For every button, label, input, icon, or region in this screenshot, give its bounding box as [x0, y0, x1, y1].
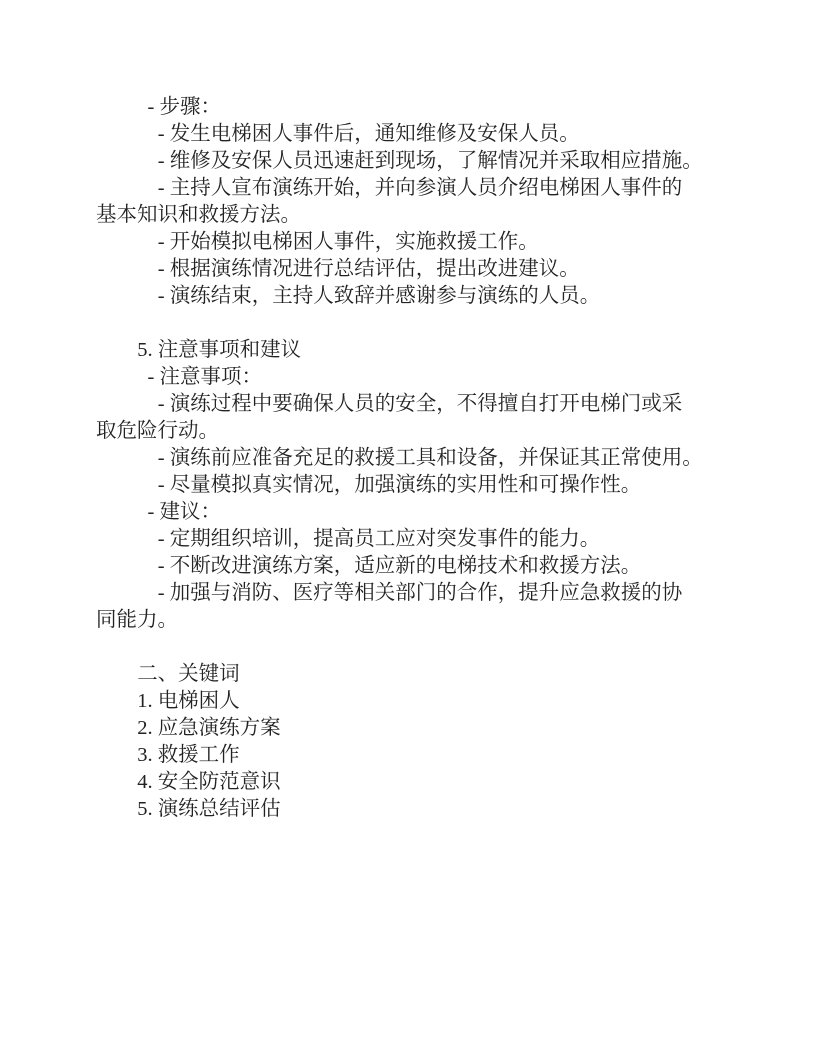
document-line: 5. 注意事项和建议 — [137, 339, 302, 361]
document-line: - 演练结束，主持人致辞并感谢参与演练的人员。 — [157, 285, 601, 307]
document-line: 5. 演练总结评估 — [137, 798, 281, 820]
document-line: - 演练前应准备充足的救援工具和设备，并保证其正常使用。 — [157, 447, 703, 469]
document-line: 取危险行动。 — [96, 420, 219, 442]
document-line: - 发生电梯困人事件后，通知维修及安保人员。 — [157, 123, 580, 145]
document-line: - 演练过程中要确保人员的安全，不得擅自打开电梯门或采 — [157, 393, 683, 415]
document-line: 1. 电梯困人 — [137, 690, 240, 712]
blank-line — [96, 634, 720, 661]
document-line: - 尽量模拟真实情况，加强演练的实用性和可操作性。 — [157, 474, 642, 496]
document-line: - 主持人宣布演练开始，并向参演人员介绍电梯困人事件的 — [157, 177, 683, 199]
blank-line — [96, 310, 720, 337]
document-line: 4. 安全防范意识 — [137, 771, 281, 793]
document-line: 2. 应急演练方案 — [137, 717, 281, 739]
document-line: - 注意事项： — [147, 366, 262, 388]
document-line: 基本知识和救援方法。 — [96, 204, 301, 226]
document-line: 同能力。 — [96, 609, 178, 631]
document-line: 3. 救援工作 — [137, 744, 240, 766]
document-line: - 步骤： — [147, 96, 221, 118]
document-line: - 根据演练情况进行总结评估，提出改进建议。 — [157, 258, 580, 280]
document-line: 二、关键词 — [137, 663, 240, 685]
document-line: - 维修及安保人员迅速赶到现场，了解情况并采取相应措施。 — [157, 150, 703, 172]
document-line: - 开始模拟电梯困人事件，实施救援工作。 — [157, 231, 539, 253]
document-line: - 不断改进演练方案，适应新的电梯技术和救援方法。 — [157, 555, 642, 577]
document-line: - 定期组织培训，提高员工应对突发事件的能力。 — [157, 528, 601, 550]
document-line: - 加强与消防、医疗等相关部门的合作，提升应急救援的协 — [157, 582, 683, 604]
document-body — [96, 94, 720, 823]
document-line: - 建议： — [147, 501, 221, 523]
